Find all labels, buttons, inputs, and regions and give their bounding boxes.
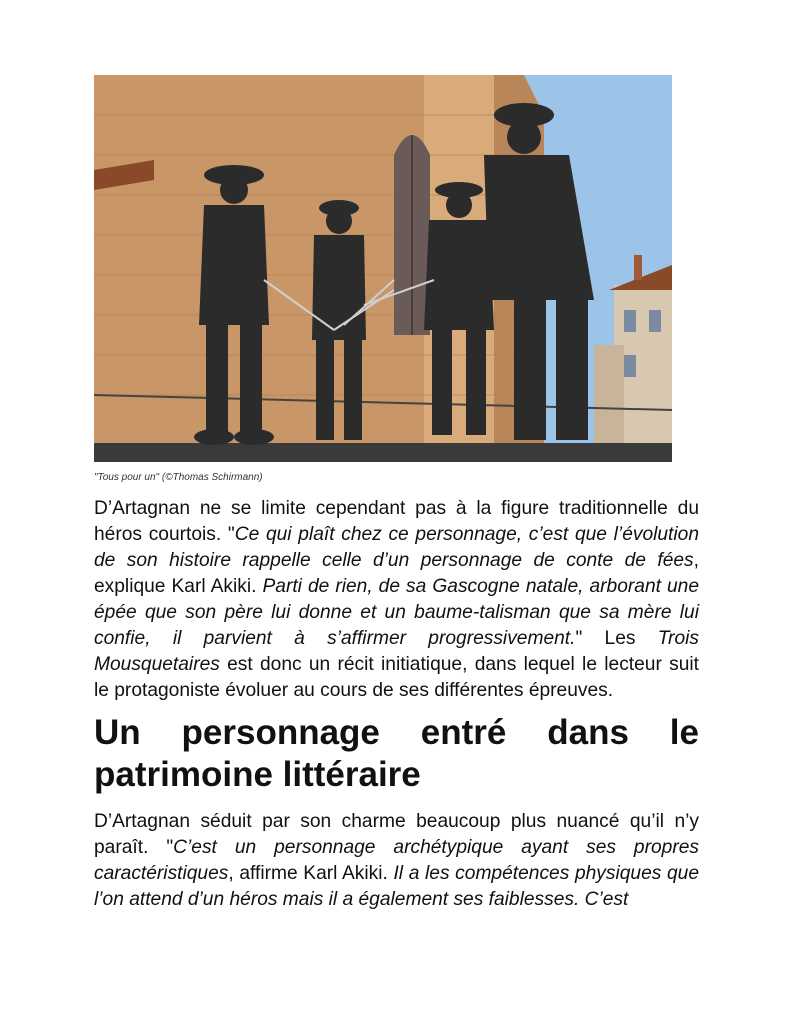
musketeers-statue-photo [94, 75, 672, 462]
text-run: est donc un récit initiatique, dans lequel le lecteur suit le protagoniste évoluer au cours de ses différentes épreuves. [94, 654, 699, 701]
text-run: Ce qui plaît chez ce personnage, c’est que l’évolution de son histoire rappelle celle d’un personnage de conte de fées [94, 524, 699, 571]
text-run: Trois Mousquetaires [94, 628, 699, 675]
statue-illustration [94, 75, 672, 462]
text-run: D’Artagnan ne se limite cependant pas à la figure traditionnelle du héros courtois. " [94, 498, 699, 545]
text-run: C’est un personnage archétypique ayant ses propres caractéristiques [94, 837, 699, 884]
text-run: Il a les compétences physiques que l’on attend d’un héros mais il a également ses faiblesses. C’est [94, 863, 699, 910]
section-heading-line-1 [94, 712, 699, 754]
text-run: " Les [575, 628, 658, 649]
heading-word: le [669, 713, 699, 752]
text-run: Parti de rien, de sa Gascogne natale, arborant une épée que son père lui donne et un baume-talisman que sa mère lui confie, il parvient à s’affirmer progressivement. [94, 576, 699, 649]
section-heading-line-2: patrimoine littéraire [94, 755, 421, 794]
text-run: , affirme Karl Akiki. [228, 863, 394, 884]
article-paragraph-1 [94, 496, 699, 704]
heading-word: personnage [181, 713, 380, 752]
section-heading [94, 712, 699, 796]
text-run: D’Artagnan séduit par son charme beaucoup plus nuancé qu’il n’y paraît. " [94, 811, 699, 858]
photo-caption: "Tous pour un" (©Thomas Schirmann) [94, 472, 263, 483]
text-run: , explique Karl Akiki. [94, 550, 699, 597]
article-paragraph-2 [94, 809, 699, 913]
heading-word: Un [94, 713, 141, 752]
heading-word: entré [420, 713, 507, 752]
heading-word: dans [547, 713, 629, 752]
